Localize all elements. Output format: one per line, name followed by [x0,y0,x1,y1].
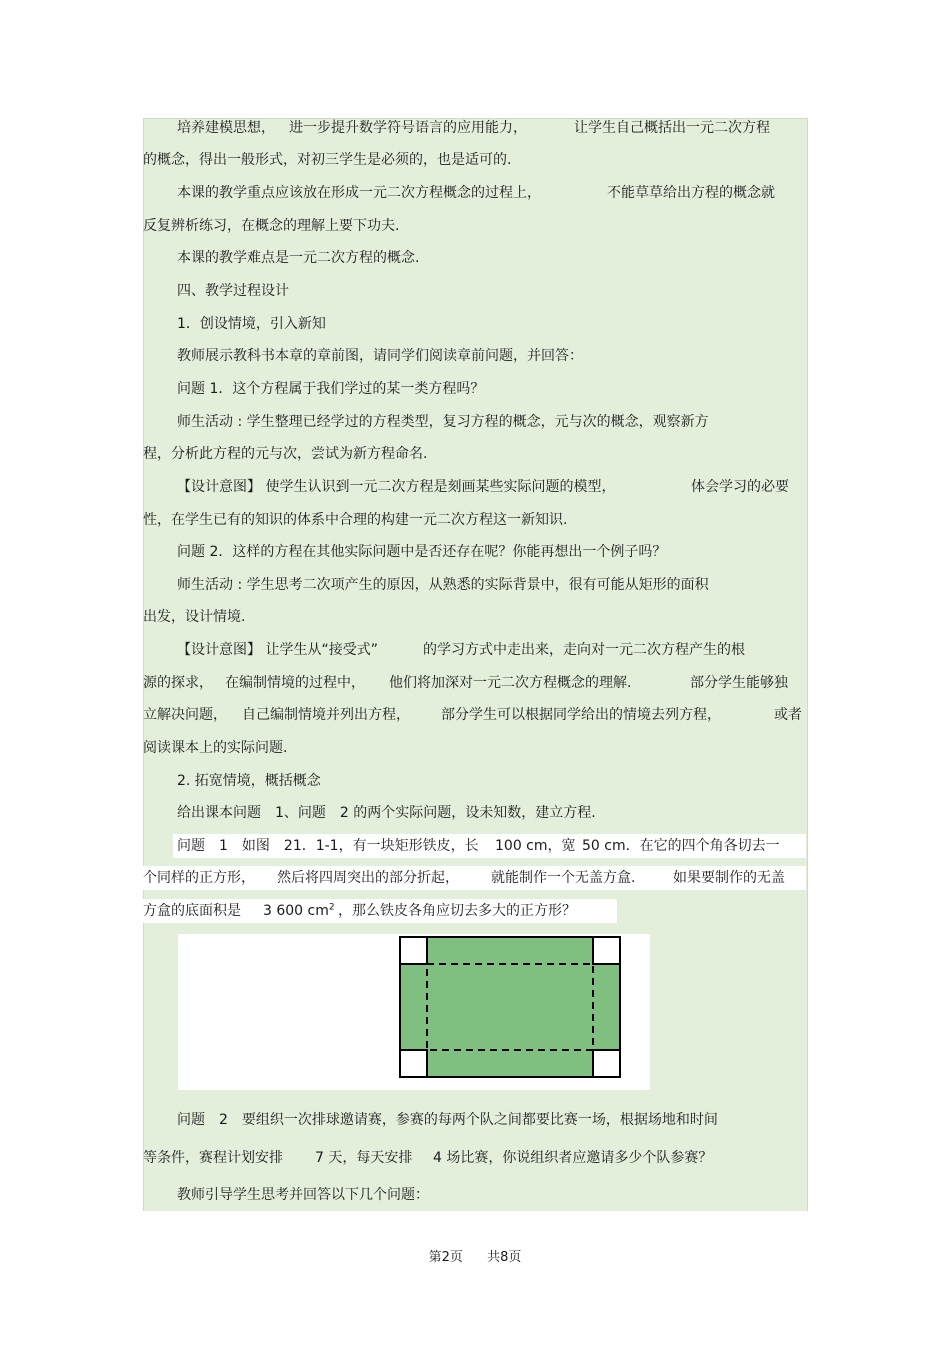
text-segment: ，那么铁皮各角应切去多大的正方形？ [338,903,576,919]
question-line: 问题 1．这个方程属于我们学过的某一类方程吗？ [177,381,485,397]
text-segment: 培养建模思想， [177,120,275,136]
paragraph-line [177,183,797,203]
text-segment: 3 600 $cm^2$ [263,902,335,919]
paragraph-line: 的概念，得出一般形式，对初三学生是必须的，也是适可的. [143,152,512,168]
corner-square [400,1050,427,1077]
paragraph-line: 师生活动 : 学生思考二次项产生的原因，从熟悉的实际背景中，很有可能从矩形的面积 [177,577,709,593]
text-segment: 100 cm，宽 [495,838,576,854]
corner-square [400,937,427,964]
text-segment: 在编制情境的过程中， [225,675,365,691]
page-total: 共8页 [487,1250,522,1265]
section-heading: 四、教学过程设计 [177,283,289,299]
text-segment: 如果要制作的无盖 [673,870,785,886]
paragraph-line: 本课的教学难点是一元二次方程的概念. [177,250,420,266]
paragraph-line: 程，分析此方程的元与次，尝试为新方程命名. [143,446,428,462]
sheet-diagram [178,934,650,1090]
metal-sheet [400,937,620,1077]
text-segment: 部分学生能够独 [690,675,788,691]
text-segment: 自己编制情境并列出方程， [242,707,410,723]
text-segment: 50 cm．在它的四个角各切去一 [582,838,780,854]
paragraph-line [143,705,806,725]
question-line [143,868,806,888]
paragraph-line: 出发，设计情境. [143,609,246,625]
text-segment: 7 天，每天安排 [315,1150,413,1166]
paragraph-line [177,477,802,497]
text-segment: 【设计意图】 让学生从“接受式” [177,642,378,658]
paragraph-line: 教师引导学生思考并回答以下几个问题： [177,1187,429,1203]
paragraph-line: 性，在学生已有的知识的体系中合理的构建一元二次方程这一新知识. [143,512,568,528]
text-segment: 体会学习的必要 [691,479,789,495]
text-segment: 源的探求， [143,675,213,691]
text-segment: 立解决问题， [143,707,227,723]
corner-square [593,1050,620,1077]
question-line: 问题 2．这样的方程在其他实际问题中是否还存在呢？你能再想出一个例子吗？ [177,544,667,560]
question-line [143,1148,806,1168]
text-segment: 进一步提升数学符号语言的应用能力， [289,120,527,136]
text-segment: 或者 [774,707,802,723]
text-segment: 然后将四周突出的部分折起， [277,870,459,886]
text-segment: 等条件，赛程计划安排 [143,1150,283,1166]
text-segment: 让学生自己概括出一元二次方程 [574,120,770,136]
paragraph-line: 教师展示教科书本章的章前图，请同学们阅读章前问题，并回答： [177,348,583,364]
figure-tin-sheet [178,934,650,1090]
paragraph-line [143,673,806,693]
page-footer [0,1250,950,1266]
text-segment: 方盒的底面积是 [143,903,241,919]
paragraph-line [177,118,797,138]
text-segment: 本课的教学重点应该放在形成一元二次方程概念的过程上， [177,185,541,201]
text-segment: 个同样的正方形， [143,870,255,886]
question-line [143,901,617,921]
text-segment: 的学习方式中走出来，走向对一元二次方程产生的根 [423,642,745,658]
paragraph-line [177,640,802,660]
text-segment: 就能制作一个无盖方盒. [491,870,636,886]
text-segment: 问题 1 如图 21．1-1，有一块矩形铁皮，长 [177,838,479,854]
question-line [177,836,802,856]
text-segment: 他们将加深对一元二次方程概念的理解. [389,675,632,691]
paragraph-line: 反复辨析练习，在概念的理解上要下功夫. [143,218,400,234]
subsection-heading: 2. 拓宽情境，概括概念 [177,773,321,789]
text-segment: 【设计意图】 使学生认识到一元二次方程是刻画某些实际问题的模型， [177,479,616,495]
page-number: 第2页 [428,1250,463,1265]
corner-square [593,937,620,964]
question-line: 问题 2 要组织一次排球邀请赛，参赛的每两个队之间都要比赛一场，根据场地和时间 [177,1112,718,1128]
paragraph-line: 师生活动 : 学生整理已经学过的方程类型，复习方程的概念，元与次的概念，观察新方 [177,414,709,430]
text-segment: 部分学生可以根据同学给出的情境去列方程， [441,707,721,723]
text-segment: 4 场比赛，你说组织者应邀请多少个队参赛？ [433,1150,713,1166]
paragraph-line: 阅读课本上的实际问题. [143,740,288,756]
subsection-heading: 1．创设情境，引入新知 [177,316,326,332]
paragraph-line: 给出课本问题 1、问题 2 的两个实际问题，设未知数，建立方程. [177,805,596,821]
text-segment: 不能草草给出方程的概念就 [607,185,775,201]
